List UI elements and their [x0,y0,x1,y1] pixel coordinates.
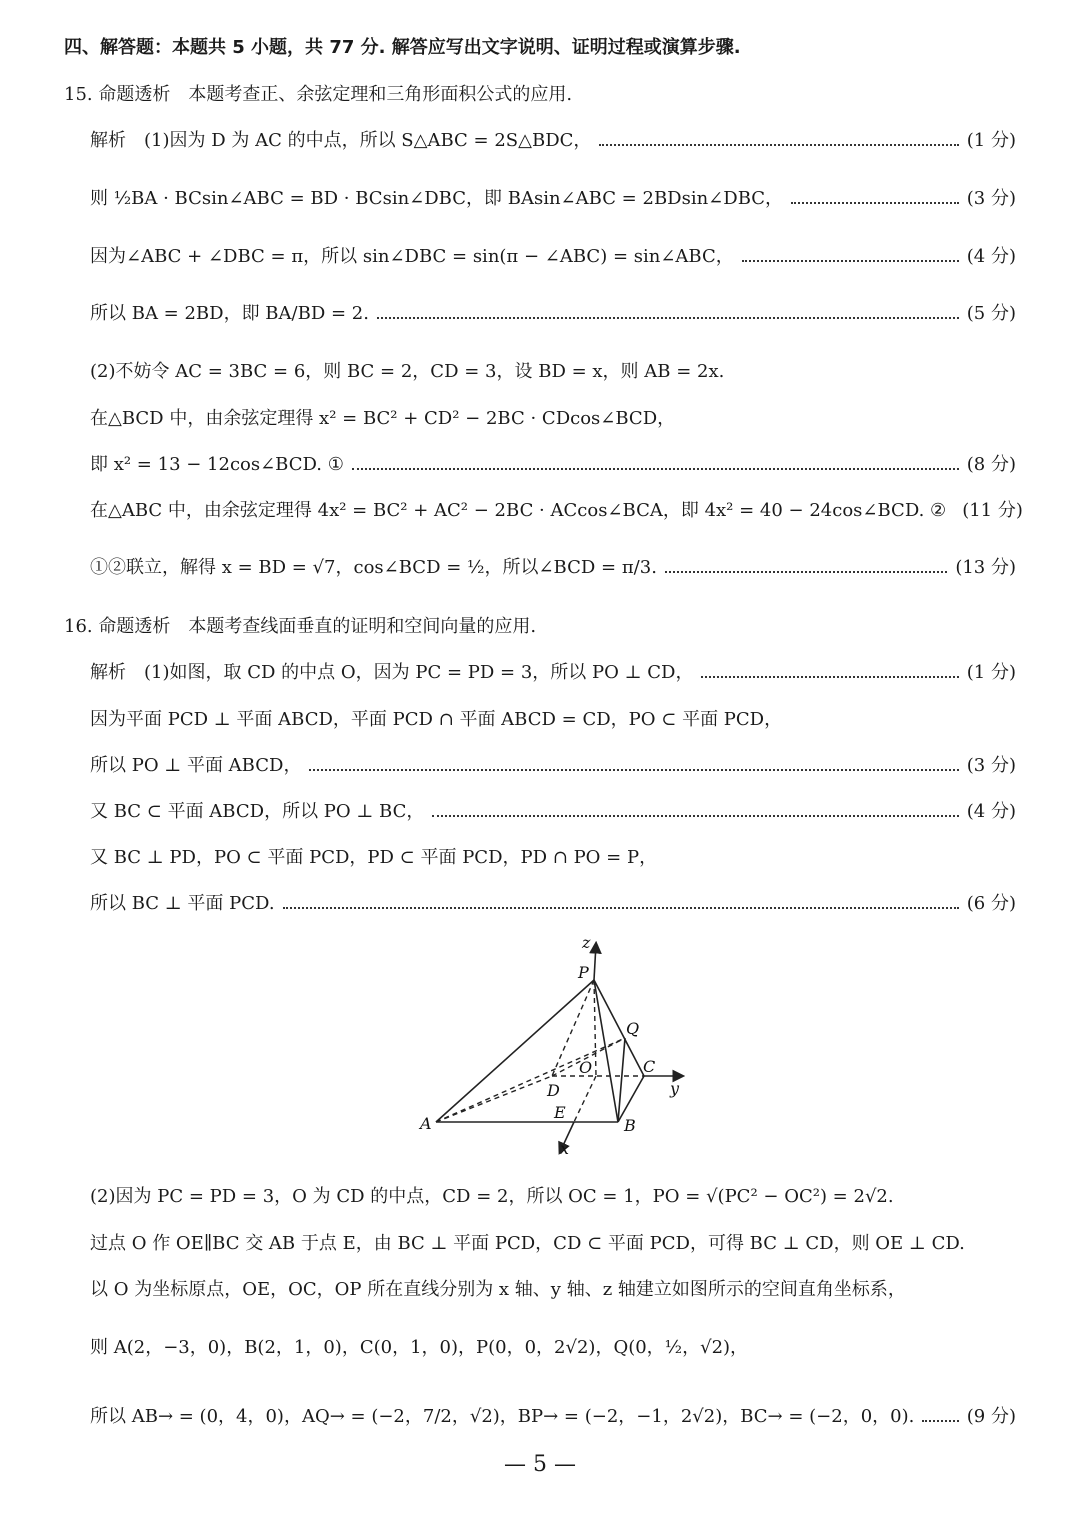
solution-line [90,245,1016,269]
solution-line [90,1185,1016,1209]
solution-line [90,846,1016,870]
page-number: — 5 — [504,1452,576,1477]
label-P: P [578,963,589,982]
leader-dots [377,317,959,319]
leader-dots [922,1420,958,1422]
solution-text: 即 x² = 13 − 12cos∠BCD. ① [90,454,344,475]
label-z: z [582,933,591,952]
solution-text: 又 BC ⊂ 平面 ABCD，所以 PO ⊥ BC， [90,801,425,822]
label-Q: Q [626,1019,640,1038]
score-label: (9 分) [966,1406,1016,1427]
label-B: B [624,1116,636,1135]
solution-text: 又 BC ⊥ PD，PO ⊂ 平面 PCD，PD ⊂ 平面 PCD，PD ∩ PO = P， [90,847,658,868]
pyramid-diagram [400,930,700,1160]
solution-line [90,407,1016,431]
edge-PB [594,980,618,1122]
solution-line [90,754,1016,778]
label-C: C [643,1057,656,1076]
edge-AQ [436,1038,625,1122]
score-label: (3 分) [966,188,1016,209]
section-header: 四、解答题：本题共 5 小题，共 77 分. 解答应写出文字说明、证明过程或演算步骤. [64,37,741,58]
solution-line [90,708,1016,732]
label-E: E [554,1103,566,1122]
score-label: (4 分) [966,801,1016,822]
edge-OE [574,1076,596,1122]
solution-line [90,453,1016,477]
solution-text: 所以 BA = 2BD，即 BA/BD = 2. [90,303,369,324]
leader-dots [742,260,959,262]
label-y: y [670,1079,680,1098]
label-O: O [579,1058,593,1077]
solution-text: 则 A(2，−3，0)，B(2，1，0)，C(0，1，0)，P(0，0，2√2)，Q(0，½，√2)， [90,1337,749,1358]
solution-text: 则 ½BA · BCsin∠ABC = BD · BCsin∠DBC，即 BAsin∠ABC = 2BDsin∠DBC， [90,188,784,209]
solution-line [90,661,1016,685]
solution-text: 所以 AB→ = (0，4，0)，AQ→ = (−2，7/2，√2)，BP→ = (−2，−1，2√2)，BC→ = (−2，0，0). [90,1406,915,1427]
solution-text: 过点 O 作 OE∥BC 交 AB 于点 E，由 BC ⊥ 平面 PCD，CD ⊂ 平面 PCD，可得 BC ⊥ CD，则 OE ⊥ CD. [90,1233,965,1254]
edge-BQ [618,1038,625,1122]
solution-line [90,499,1023,523]
leader-dots [352,468,959,470]
solution-text: 在△ABC 中，由余弦定理得 4x² = BC² + AC² − 2BC · ACcos∠BCA，即 4x² = 40 − 24cos∠BCD. ② [90,500,947,521]
label-D: D [547,1081,560,1100]
leader-dots [791,202,959,204]
solution-line [90,800,1016,824]
leader-dots [432,815,958,817]
edge-AD [436,1076,552,1122]
solution-line [90,302,1016,326]
score-label: (3 分) [966,755,1016,776]
score-label: (1 分) [966,130,1016,151]
solution-text: (2)不妨令 AC = 3BC = 6，则 BC = 2，CD = 3，设 BD = x，则 AB = 2x. [90,361,725,382]
solution-line [90,129,1016,153]
label-A: A [420,1114,432,1133]
solution-line [90,892,1016,916]
solution-text: 所以 BC ⊥ 平面 PCD. [90,893,275,914]
leader-dots [599,144,958,146]
leader-dots [283,907,959,909]
solution-text: 所以 PO ⊥ 平面 ABCD， [90,755,302,776]
z-axis [594,944,596,980]
score-label: (4 分) [966,246,1016,267]
leader-dots [665,571,947,573]
solution-text: 因为∠ABC + ∠DBC = π，所以 sin∠DBC = sin(π − ∠ABC) = sin∠ABC， [90,246,734,267]
score-label: (11 分) [962,500,1023,521]
solution-text: 解析 (1)因为 D 为 AC 的中点，所以 S△ABC = 2S△BDC， [90,130,592,151]
solution-text: 因为平面 PCD ⊥ 平面 ABCD，平面 PCD ∩ 平面 ABCD = CD，PO ⊂ 平面 PCD， [90,709,783,730]
solution-line [90,556,1016,580]
leader-dots [309,769,958,771]
solution-text: ①②联立，解得 x = BD = √7，cos∠BCD = ½，所以∠BCD = π/3. [90,557,657,578]
q15-title: 15. 命题透析 本题考查正、余弦定理和三角形面积公式的应用. [64,84,573,105]
score-label: (5 分) [966,303,1016,324]
solution-text: (2)因为 PC = PD = 3，O 为 CD 的中点，CD = 2，所以 OC = 1，PO = √(PC² − OC²) = 2√2. [90,1186,894,1207]
solution-text: 在△BCD 中，由余弦定理得 x² = BC² + CD² − 2BC · CDcos∠BCD， [90,408,676,429]
solution-text: 以 O 为坐标原点，OE，OC，OP 所在直线分别为 x 轴、y 轴、z 轴建立如图所示的空间直角坐标系， [90,1279,906,1300]
solution-line [90,1278,1016,1302]
solution-line [90,187,1016,211]
score-label: (13 分) [955,557,1016,578]
leader-dots [701,676,958,678]
score-label: (6 分) [966,893,1016,914]
solution-line [90,1232,1016,1256]
solution-line [90,360,1016,384]
solution-text: 解析 (1)如图，取 CD 的中点 O，因为 PC = PD = 3，所以 PO ⊥ CD， [90,662,694,683]
score-label: (1 分) [966,662,1016,683]
q16-title: 16. 命题透析 本题考查线面垂直的证明和空间向量的应用. [64,616,537,637]
solution-line [90,1405,1016,1429]
score-label: (8 分) [966,454,1016,475]
edge-PA [436,980,594,1122]
solution-line [90,1336,1016,1360]
label-x: x [560,1139,570,1158]
